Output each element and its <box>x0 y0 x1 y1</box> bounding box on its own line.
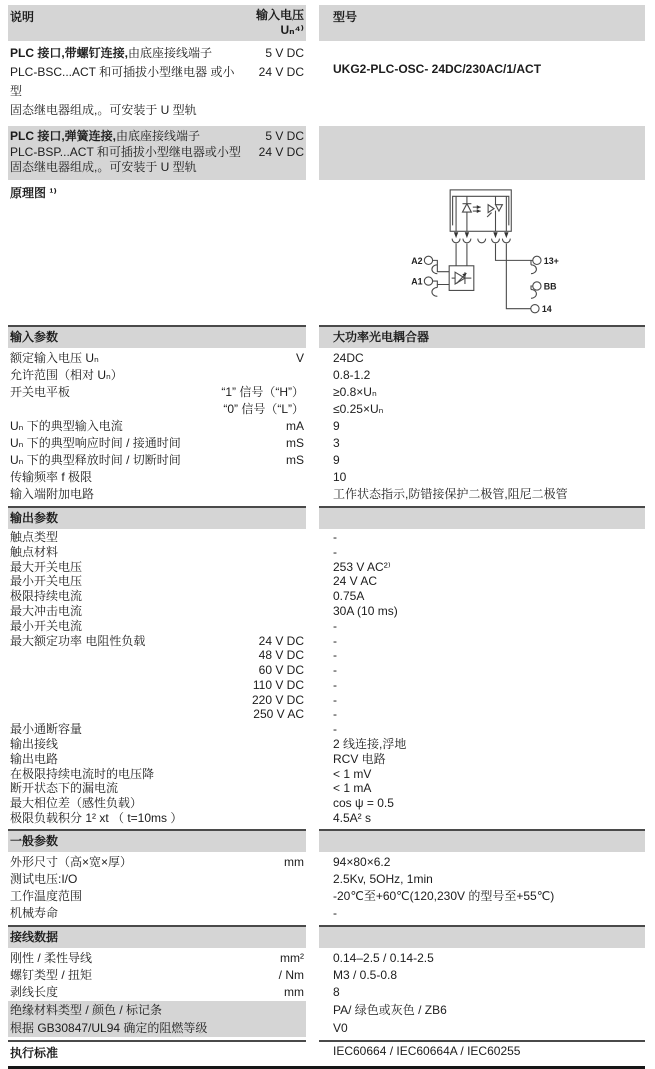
param-row <box>8 737 645 752</box>
description-line3: 固态继电器组成,。可安装于 U 型轨 <box>10 103 197 117</box>
terminal-label-13: 13+ <box>543 255 559 266</box>
param-value: - <box>333 618 337 633</box>
description-rows <box>8 41 645 180</box>
param-unit: 110 V DC <box>252 677 304 692</box>
description-bold-part: PLC 接口,弹簧连接, <box>10 129 117 143</box>
param-value: - <box>333 530 337 545</box>
terminal-label-a2: A2 <box>411 255 423 266</box>
section-title: 接线数据 <box>8 925 306 948</box>
param-value: - <box>333 633 337 648</box>
param-value: cos ψ = 0.5 <box>333 796 394 811</box>
param-value: - <box>333 544 337 559</box>
param-label: 最小开关电压 <box>10 574 83 589</box>
output-params-rows <box>8 531 645 827</box>
param-unit: mA <box>286 418 304 433</box>
param-unit: mS <box>286 435 304 450</box>
param-value: - <box>333 648 337 663</box>
param-label: Uₙ 下的典型响应时间 / 接通时间 <box>10 435 181 450</box>
param-unit <box>304 575 306 589</box>
param-row <box>8 678 645 693</box>
description-line2: PLC-BSP...ACT 和可插拔小型继电器或小型 <box>10 144 241 159</box>
param-unit <box>304 605 306 619</box>
insulation-value: PA/ 绿色或灰色 / ZB6 <box>333 1003 447 1018</box>
param-row <box>8 905 645 922</box>
param-unit <box>304 768 306 782</box>
param-label: 断开状态下的漏电流 <box>10 781 119 796</box>
param-label: 极限负载积分 1² xt （ t=10ms ） <box>10 810 183 825</box>
param-value: - <box>333 722 337 737</box>
param-row <box>8 723 645 738</box>
param-label: 最大额定功率 电阻性负载 <box>10 633 146 648</box>
param-row <box>8 649 645 664</box>
param-label: 最大相位差（感性负载） <box>10 796 143 811</box>
param-unit <box>304 531 306 545</box>
param-label: 输出接线 <box>10 737 59 752</box>
param-value: < 1 mA <box>333 781 372 796</box>
param-row <box>8 604 645 619</box>
param-row <box>8 693 645 708</box>
section-title: 输入参数 <box>8 325 306 348</box>
param-value: - <box>333 707 337 722</box>
param-row <box>8 560 645 575</box>
param-row <box>8 664 645 679</box>
voltage-value: 24 V DC <box>258 65 304 79</box>
param-unit: “1” 信号（“H”） <box>221 384 304 399</box>
description-text-cell <box>8 41 306 124</box>
param-label: 最小通断容量 <box>10 722 83 737</box>
param-value: RCV 电路 <box>333 751 386 766</box>
section-title-right <box>319 925 645 948</box>
param-unit <box>304 812 306 826</box>
section-title-right <box>319 829 645 852</box>
section-header-general-params <box>8 829 645 852</box>
param-row <box>8 452 645 469</box>
voltage-value: 24 V DC <box>258 144 304 159</box>
param-row <box>8 871 645 888</box>
param-row <box>8 590 645 605</box>
param-label: 工作温度范围 <box>10 889 83 904</box>
param-value: < 1 mV <box>333 766 372 781</box>
param-value: 24 V AC <box>333 574 378 589</box>
param-row <box>8 797 645 812</box>
param-value: 工作状态指示,防错接保护二极管,阻尼二极管 <box>333 486 568 501</box>
param-value: -20℃至+60℃(120,230V 的型号至+55℃) <box>333 889 555 904</box>
general-params-rows <box>8 854 645 922</box>
param-value: 2.5Kv, 5OHz, 1min <box>333 872 433 887</box>
terminal-label-a1: A1 <box>411 276 423 287</box>
model-cell <box>319 126 645 180</box>
param-label: 触点材料 <box>10 544 59 559</box>
param-unit <box>304 723 306 737</box>
param-unit <box>304 590 306 604</box>
section-header-input-params <box>8 325 645 348</box>
param-value: 0.75A <box>333 589 365 604</box>
param-label: 触点类型 <box>10 530 59 545</box>
param-row <box>8 984 645 1001</box>
param-unit <box>304 470 306 485</box>
param-row <box>8 350 645 367</box>
param-value: 253 V AC²⁾ <box>333 559 391 574</box>
param-value: 3 <box>333 435 340 450</box>
param-unit: 48 V DC <box>258 648 304 663</box>
description-line3: 固态继电器组成,。可安装于 U 型轨 <box>10 160 197 174</box>
param-row <box>8 469 645 486</box>
param-row <box>8 435 645 452</box>
terminal-label-14: 14 <box>541 303 552 314</box>
param-row <box>8 486 645 503</box>
header-input-voltage-label: 输入电压 Uₙ⁴⁾ <box>255 8 304 37</box>
param-unit <box>304 782 306 796</box>
standards-value: IEC60664 / IEC60664A / IEC60255 <box>319 1040 645 1066</box>
schematic-label: 原理图 ¹⁾ <box>10 185 57 200</box>
param-label: 剥线长度 <box>10 985 59 1000</box>
param-row <box>8 950 645 967</box>
model-number <box>333 126 645 147</box>
param-label: Uₙ 下的典型释放时间 / 切断时间 <box>10 452 181 467</box>
param-unit <box>304 889 306 904</box>
param-row <box>8 531 645 546</box>
param-unit <box>304 738 306 752</box>
header-left-cell <box>8 5 306 41</box>
section-title-right: 大功率光电耦合器 <box>319 325 645 348</box>
param-value: M3 / 0.5-0.8 <box>333 968 398 983</box>
param-label: 外形尺寸（高×宽×厚） <box>10 855 133 870</box>
description-line2: PLC-BSC...ACT 和可插拔小型继电器 或小型 <box>10 65 235 98</box>
table-header <box>8 5 645 41</box>
param-value: 24DC <box>333 350 364 365</box>
param-value: - <box>333 906 337 921</box>
param-row <box>8 575 645 590</box>
param-row <box>8 752 645 767</box>
param-label: 额定输入电压 Uₙ <box>10 350 99 365</box>
schematic-section <box>8 182 645 322</box>
standards-row <box>8 1040 645 1066</box>
param-row <box>8 401 645 418</box>
param-unit <box>304 797 306 811</box>
param-label: 在极限持续电流时的电压降 <box>10 766 155 781</box>
description-text-cell <box>8 126 306 180</box>
param-unit: mm² <box>280 951 304 966</box>
insulation-label: 根据 GB30847/UL94 确定的阻燃等级 <box>10 1021 208 1036</box>
param-row <box>8 545 645 560</box>
param-value: 94×80×6.2 <box>333 855 391 870</box>
param-value: 30A (10 ms) <box>333 604 398 618</box>
description-line1: 由底座接线端子 <box>116 129 201 143</box>
param-row <box>8 634 645 649</box>
insulation-label: 绝缘材料类型 / 颜色 / 标记条 <box>10 1003 163 1018</box>
param-row <box>8 782 645 797</box>
param-value: 4.5A² s <box>333 810 372 825</box>
param-label: Uₙ 下的典型输入电流 <box>10 418 123 433</box>
param-label: 测试电压:I/O <box>10 872 78 887</box>
section-title: 输出参数 <box>8 506 306 529</box>
param-unit <box>304 368 306 383</box>
param-unit: 60 V DC <box>258 663 304 678</box>
param-unit: 220 V DC <box>251 692 304 707</box>
param-unit: mm <box>284 855 304 870</box>
param-row <box>8 811 645 826</box>
wiring-data-rows <box>8 950 645 1001</box>
param-value: - <box>333 692 337 707</box>
insulation-rows <box>8 1001 645 1037</box>
param-unit: mm <box>284 985 304 1000</box>
description-row <box>8 41 645 124</box>
insulation-value: V0 <box>333 1021 348 1036</box>
description-line1: 由底座接线端子 <box>128 46 213 60</box>
param-value: 8 <box>333 985 340 1000</box>
param-unit: V <box>295 350 304 365</box>
param-row <box>8 418 645 435</box>
param-unit: 24 V DC <box>258 633 304 648</box>
param-label: 传输频率 f 极限 <box>10 469 93 484</box>
model-number: UKG2-PLC-OSC- 24DC/230AC/1/ACT <box>333 62 542 76</box>
param-label: 输入端附加电路 <box>10 486 95 501</box>
param-unit: 250 V AC <box>253 707 304 722</box>
param-row <box>8 967 645 984</box>
param-value: 9 <box>333 418 340 433</box>
param-row <box>8 384 645 401</box>
param-unit <box>304 546 306 560</box>
param-label: 最小开关电流 <box>10 618 83 633</box>
section-header-output-params <box>8 506 645 529</box>
param-row <box>8 619 645 634</box>
param-unit <box>304 906 306 921</box>
insulation-row <box>8 1001 645 1019</box>
header-model-cell <box>319 5 645 41</box>
insulation-row <box>8 1019 645 1037</box>
param-unit: “0” 信号（“L”） <box>223 401 304 416</box>
param-label: 极限持续电流 <box>10 589 83 604</box>
voltage-value: 5 V DC <box>265 46 304 60</box>
param-label: 最大冲击电流 <box>10 604 83 618</box>
param-unit: / Nm <box>278 968 304 983</box>
param-label: 最大开关电压 <box>10 559 83 574</box>
model-cell <box>319 41 645 124</box>
param-label: 刚性 / 柔性导线 <box>10 951 93 966</box>
param-label: 开关电平板 <box>10 384 71 399</box>
schematic-diagram <box>405 182 655 320</box>
param-label: 允许范围（相对 Uₙ） <box>10 367 123 382</box>
param-unit <box>304 872 306 887</box>
terminal-label-bb: BB <box>543 280 557 291</box>
param-value: 0.14–2.5 / 0.14-2.5 <box>333 951 434 966</box>
param-value: ≤0.25×Uₙ <box>333 401 384 416</box>
param-value: 0.8-1.2 <box>333 367 371 382</box>
param-unit <box>304 561 306 575</box>
section-title-right <box>319 506 645 529</box>
description-row <box>8 126 645 180</box>
section-title: 一般参数 <box>8 829 306 852</box>
param-unit <box>304 620 306 634</box>
header-model-label: 型号 <box>333 10 358 24</box>
param-value: 2 线连接,浮地 <box>333 737 407 752</box>
param-row <box>8 767 645 782</box>
param-unit <box>304 487 306 502</box>
param-row <box>8 888 645 905</box>
param-row <box>8 708 645 723</box>
param-unit <box>304 753 306 767</box>
param-value: - <box>333 677 337 692</box>
param-row <box>8 367 645 384</box>
param-value: 9 <box>333 452 340 467</box>
section-header-wiring-data <box>8 925 645 948</box>
param-unit: mS <box>286 452 304 467</box>
param-value: 10 <box>333 469 347 484</box>
input-params-rows <box>8 350 645 503</box>
param-label: 输出电路 <box>10 751 59 766</box>
param-row <box>8 854 645 871</box>
param-label: 螺钉类型 / 扭矩 <box>10 968 93 983</box>
param-value: - <box>333 663 337 678</box>
standards-label: 执行标准 <box>8 1040 306 1066</box>
param-label: 机械寿命 <box>10 906 59 921</box>
voltage-value: 5 V DC <box>265 129 304 143</box>
description-bold-part: PLC 接口,带螺钉连接, <box>10 46 129 60</box>
header-description-label: 说明 <box>10 10 35 24</box>
param-value: ≥0.8×Uₙ <box>333 384 377 399</box>
